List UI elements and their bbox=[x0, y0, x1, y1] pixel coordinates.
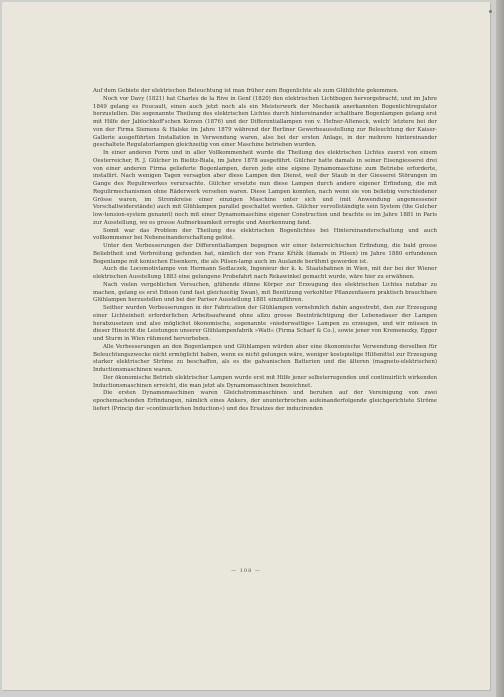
paragraph: Seither wurden Verbesserungen in der Fabrication der Glühlampen vornehmlich dahin angestrebt, den zur Erzeugung einer Lichteinheit erforderlichen Arbeitsaufwand ohne allzu grosse Beeinträchtigung der Lebensdauer der Lampen herabzusetzen und also möglichst ökonomische, sogenannte »niederwattige« Lampen zu erzeugen, und wir müssen in dieser Hinsicht die Leistungen unserer Glühlampenfabrik »Watt« (Firma Scharf & Co.), sowie jener von Kremenezky, Egger und Sturm in Wien rühmend hervorheben. bbox=[93, 305, 437, 342]
page-edge bbox=[496, 0, 504, 697]
paragraph: Die ersten Dynamomaschinen waren Gleichstrommaschinen und beruhen auf der Vereinigung von zwei epochemachenden Erfindungen, nämlich eines Ankers, der ununterbrochen aufeinanderfolgende gleichgerichtete Ströme liefert (Princip der »continuirlichen Induction«) und des Ersatzes der inducirenden bbox=[93, 390, 437, 412]
paragraph: Nach vielen vergeblichen Versuchen, glühende dünne Körper zur Erzeugung des elektrischen Lichtes nutzbar zu machen, gelang es erst Edison (und fast gleichzeitig Swan), mit Benützung verkohlter Pflanzenfasern praktisch brauchbare Glühlampen herzustellen und bei der Pariser Ausstellung 1881 einzuführen. bbox=[93, 281, 437, 304]
paragraph: Unter den Verbesserungen der Differentiallampen begegnen wir einer österreichischen Erfindung, die bald grosse Beliebtheit und Verbreitung gefunden hat, nämlich der von Franz Křižík (damals in Pilsen) im Jahre 1880 erfundenen Bogenlampe mit konischen Eisenkern, die als Pilsen-lamp auch im Auslande berühmt geworden ist. bbox=[93, 243, 437, 265]
page-number: — 108 — bbox=[231, 568, 261, 574]
paragraph: In einer anderen Form und in aller Vollkommenheit wurde die Theilung des elektrischen Lichtes zuerst von einem Oesterreicher, R. J. Gülcher in Bielitz-Biala, im Jahre 1878 ausgeführt. Gülcher hatte damals in seiner Eisengiesserei drei von einer anderen Firma gelieferte Bogenlampen, deren jede eine eigene Dynamomaschine zum Betriebe erforderte, installirt. Nach wenigen Tagen versagten aber diese Lampen den Dienst, weil der Staub in der Giesserei Störungen im Gange des Regulirwerkes verursachte. Gülcher ersetzte nun diese Lampen durch andere eigener Erfindung, die mit Regulirmechanismen ohne Räderwerk versehen waren. Diese Lampen konnten, nach wenn sie von beliebig verschiedener Grösse waren, im Stromkreise einer einzigen Maschine unter sich und (mit Anwendung angemessener Vorschaltwiderstände) auch mit Glühlampen parallel geschaltet werden. Gülcher vervollständigte sein System (the Gulcher low-tension-system genannt) noch mit einer Dynamomaschine eigener Construction und brachte es im Jahre 1881 in Paris zur Ausstellung, wo es grosse Aufmerksamkeit erregte und Anerkennung fand. bbox=[93, 150, 437, 226]
binding-pin bbox=[489, 10, 492, 13]
paragraph: Auf dem Gebiete der elektrischen Beleuchtung ist man früher zum Bogenlichte als zum Glühlichte gekommen. bbox=[93, 88, 399, 94]
book-page bbox=[2, 2, 490, 690]
paragraph: Alle Verbesserungen an den Bogenlampen und Glühlampen würden aber eine ökonomische Verwendung derselben für Beleuchtungszwecke nicht ermöglicht haben, wenn es nicht gelungen wäre, weniger kostspielige Hilfsmittel zur Erzeugung starker elektrischer Ströme zu beschaffen, als es die galvanischen Batterien und die älteren (magneto-elektrischen) Inductionsmaschinen waren. bbox=[93, 343, 437, 373]
paragraph: Der ökonomische Betrieb elektrischer Lampen wurde erst mit Hilfe jener selbsterregenden und continuirlich wirkenden Inductionsmaschinen erreicht, die man jetzt als Dynamomaschinen bezeichnet. bbox=[93, 374, 437, 389]
paragraph: Somit war das Problem der Theilung des elektrischen Bogenlichtes bei Hintereinanderschaltung und auch vollkommener bei Nebeneinanderschaltung gelöst. bbox=[93, 227, 437, 242]
paragraph: Noch vor Davy (1821) hat Charles de la Rive in Genf (1820) den elektrischen Lichtbogen hervorgebracht, und im Jahre 1849 gelang es Foucault, einen auch jetzt noch als ein Meisterwerk der Mechanik anerkannten Bogenlichtregulator herzustellen. Die sogenannte Theilung des elektrischen Lichtes durch hintereinander schaltbare Bogenlampen gelang erst mit Hilfe der Jablochkoff'schen Kerzen (1876) und der Differentiallampen von v. Hefner-Alteneck, welch' letztere bei der von der Firma Siemens & Halske im Jahre 1879 während der Berliner Gewerbeausstellung zur Beleuchtung der Kaiser-Gallerie ausgeführten Installation in Verwendung waren, also bei der ersten Anlage, in der mehrere hintereinander geschaltete Regulatorlampen gleichzeitig von einer Maschine betrieben wurden. bbox=[93, 95, 437, 149]
paragraph: Auch die Locomotivlampe von Hermann Sedlaczek, Ingenieur der k. k. Staatsbahnen in Wien, mit der bei der Wiener elektrischen Ausstellung 1883 eine gelungene Probefahrt nach Rekawinkel gemacht wurde, wäre hier zu erwähnen. bbox=[93, 266, 437, 280]
body-text bbox=[93, 88, 437, 414]
